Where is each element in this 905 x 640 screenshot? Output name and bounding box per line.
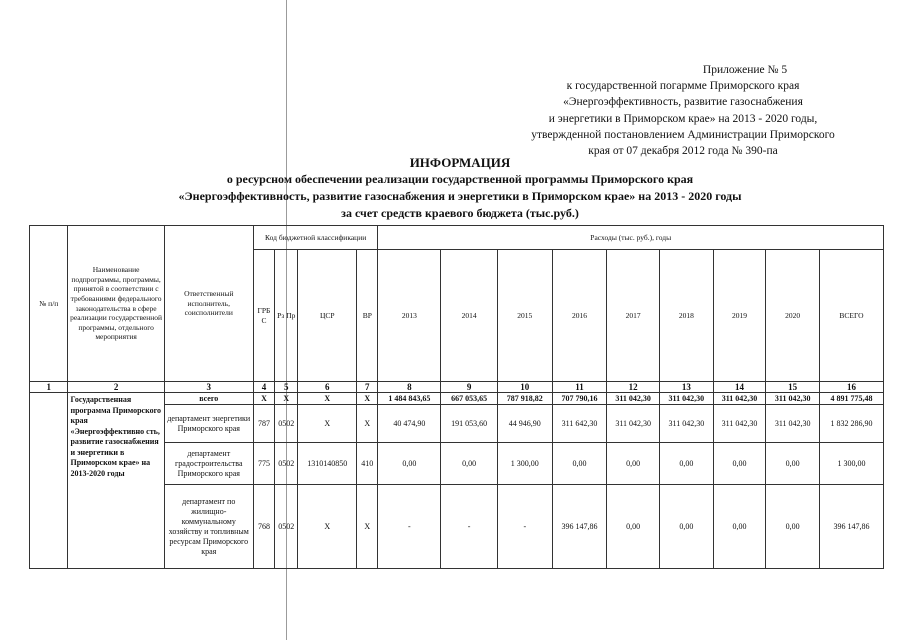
table-header-row [30,226,884,250]
appendix-line: края от 07 декабря 2012 года № 390-па [588,145,778,158]
appendix-line: «Энергоэффективность, развитие газоснабжения [563,96,803,109]
value-cell: 0,00 [607,443,660,485]
value-cell: 0,00 [766,443,820,485]
budget-table [29,225,884,569]
value-cell: 0,00 [607,485,660,569]
value-cell: 311 042,30 [660,393,714,405]
rzpr-cell: 0502 [275,443,298,485]
program-name: Государственная программа Приморского края «Энергоэффективно сть, развитие газоснабжения и энергетики в Приморском крае» на 2013-2020 годы [68,393,164,569]
value-cell: 396 147,86 [552,485,607,569]
vr-cell: 410 [357,443,378,485]
column-number: 16 [820,382,884,393]
value-cell: 667 053,65 [441,393,498,405]
column-number: 2 [68,382,164,393]
value-cell: 311 042,30 [766,405,820,443]
vr-cell: X [357,485,378,569]
appendix-header [493,62,873,159]
header-year: 2020 [766,250,820,382]
executor-cell: департамент по жилищно-коммунальному хозяйству и топливным ресурсам Приморского края [164,485,253,569]
column-number: 8 [378,382,441,393]
value-cell: 311 642,30 [552,405,607,443]
column-number-row [30,382,884,393]
column-number: 15 [766,382,820,393]
document-heading [110,154,810,222]
value-cell: 0,00 [660,485,714,569]
header-year: 2015 [497,250,552,382]
document-title: ИНФОРМАЦИЯ [409,155,511,170]
total-cell: 4 891 775,48 [820,393,884,405]
appendix-title: Приложение № 5 [702,64,788,76]
header-year: 2013 [378,250,441,382]
column-number: 7 [357,382,378,393]
value-cell: 0,00 [766,485,820,569]
executor-cell: департамент градостроительства Приморского края [164,443,253,485]
header-grbs: ГРБ С [253,250,274,382]
grbs-cell: X [253,393,274,405]
value-cell: - [441,485,498,569]
executor-cell: департамент энергетики Приморского края [164,405,253,443]
column-number: 9 [441,382,498,393]
value-cell: - [497,485,552,569]
csr-cell: 1310140850 [298,443,357,485]
value-cell: 311 042,30 [607,405,660,443]
document-subtitle-line: «Энергоэффективность, развитие газоснабжения и энергетики в Приморском крае» на 2013 - 2020 годы [178,189,742,203]
appendix-line: к государственной погармме Приморского края [566,80,800,93]
csr-cell: X [298,405,357,443]
header-executor: Ответственный исполнитель, соисполнители [164,226,253,382]
header-budget-classification: Код бюджетной классификации [253,226,378,250]
column-number: 12 [607,382,660,393]
value-cell: 311 042,30 [660,405,714,443]
column-number: 6 [298,382,357,393]
rzpr-cell: 0502 [275,405,298,443]
value-cell: 311 042,30 [607,393,660,405]
csr-cell: X [298,393,357,405]
column-number: 14 [713,382,766,393]
grbs-cell: 768 [253,485,274,569]
total-cell: 1 832 286,90 [820,405,884,443]
document-subtitle-line: за счет средств краевого бюджета (тыс.руб.) [341,206,579,220]
rzpr-cell: X [275,393,298,405]
column-number: 1 [30,382,68,393]
value-cell: 311 042,30 [713,405,766,443]
header-name: Наименование подпрограммы, программы, принятой в соответствии с требованиями федерального законодательства в сфере реализации государственной программы, отдельного мероприятия [68,226,164,382]
value-cell: 44 946,90 [497,405,552,443]
vr-cell: X [357,405,378,443]
column-number: 13 [660,382,714,393]
value-cell: 707 790,16 [552,393,607,405]
appendix-line: утвержденной постановлением Администрации Приморского [531,128,835,141]
vr-cell: X [357,393,378,405]
column-number: 11 [552,382,607,393]
value-cell: 311 042,30 [766,393,820,405]
table-row [30,393,884,405]
value-cell: 787 918,82 [497,393,552,405]
value-cell: 0,00 [441,443,498,485]
header-expenses: Расходы (тыс. руб.), годы [378,226,884,250]
header-vr: ВР [357,250,378,382]
value-cell: 0,00 [552,443,607,485]
value-cell: 191 053,60 [441,405,498,443]
document-subtitle-line: о ресурсном обеспечении реализации государственной программы Приморского края [226,172,694,186]
value-cell: 0,00 [378,443,441,485]
header-year: 2016 [552,250,607,382]
csr-cell: X [298,485,357,569]
rzpr-cell: 0502 [275,485,298,569]
column-number: 4 [253,382,274,393]
value-cell: - [378,485,441,569]
value-cell: 0,00 [660,443,714,485]
total-cell: 396 147,86 [820,485,884,569]
header-year: 2017 [607,250,660,382]
row-number-cell [30,393,68,569]
header-num: № п/п [30,226,68,382]
appendix-line: и энергетики в Приморском крае» на 2013 - 2020 годы, [548,112,818,125]
total-cell: 1 300,00 [820,443,884,485]
value-cell: 1 484 843,65 [378,393,441,405]
header-year: 2014 [441,250,498,382]
value-cell: 40 474,90 [378,405,441,443]
header-year: 2018 [660,250,714,382]
column-number: 10 [497,382,552,393]
value-cell: 0,00 [713,443,766,485]
header-csr: ЦСР [298,250,357,382]
header-year: 2019 [713,250,766,382]
executor-cell: всего [164,393,253,405]
grbs-cell: 775 [253,443,274,485]
value-cell: 311 042,30 [713,393,766,405]
column-number: 5 [275,382,298,393]
value-cell: 1 300,00 [497,443,552,485]
header-total: ВСЕГО [820,250,884,382]
column-number: 3 [164,382,253,393]
value-cell: 0,00 [713,485,766,569]
grbs-cell: 787 [253,405,274,443]
header-rzpr: Рз Пр [275,250,298,382]
